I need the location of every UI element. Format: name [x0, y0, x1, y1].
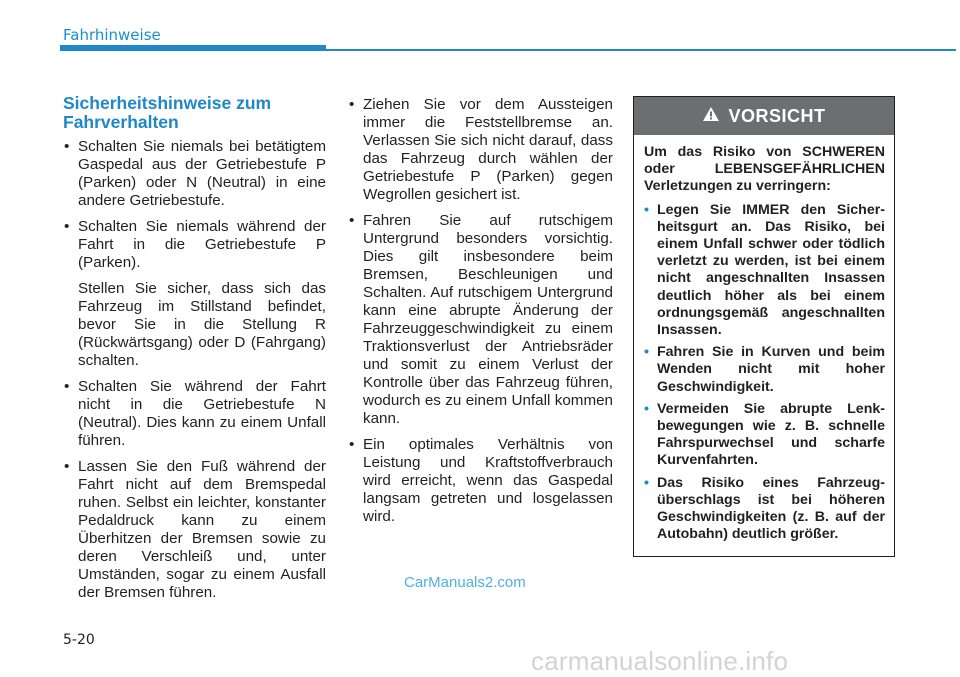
caution-bullet-icon: •: [644, 474, 649, 491]
bullet-list: [348, 96, 613, 526]
bullet-text: Schalten Sie niemals bei betätigtem Gaspedal aus der Getriebestufe P (Parken) oder N (Neutral) in eine andere Getriebestufe.: [78, 138, 326, 209]
caution-list: [644, 202, 885, 544]
caution-bullet-icon: •: [644, 400, 649, 417]
bullet-icon: •: [349, 96, 355, 113]
caution-bullet-icon: •: [644, 344, 649, 361]
column-left: [63, 94, 326, 610]
paragraph: Stellen Sie sicher, dass sich das Fahrzeug im Stillstand befindet, bevor Sie in die Stellung R (Rückwärtsgang) oder D (Fahrgang) schalten.: [78, 280, 326, 369]
header-rule-thick: [60, 45, 326, 51]
bullet-text: Schalten Sie während der Fahrt nicht in die Getriebestufe N (Neutral). Dies kann zu einem Unfall führen.: [78, 378, 326, 449]
bullet-icon: •: [64, 458, 70, 475]
header-rule-thin: [326, 49, 956, 51]
column-left-content: [63, 138, 326, 602]
caution-box: [633, 96, 895, 557]
bullet-list: [63, 138, 326, 272]
bullet-icon: •: [349, 436, 355, 453]
bullet-item: [63, 138, 326, 210]
bullet-icon: •: [349, 212, 355, 229]
column-middle: [348, 96, 613, 534]
caution-intro: Um das Risiko von SCHWEREN oder LEBENSGEFÄHRLICHEN Verletzungen zu verringern:: [644, 144, 885, 195]
bullet-item: [63, 458, 326, 602]
caution-item-text: Fahren Sie in Kurven und beim Wenden nicht mit hoher Geschwindigkeit.: [657, 344, 885, 395]
caution-item: [644, 475, 885, 544]
caution-bullet-icon: •: [644, 201, 649, 218]
bullet-list: [63, 378, 326, 602]
header-title: Fahrhinweise: [63, 26, 161, 44]
bullet-item: [348, 96, 613, 204]
bullet-icon: •: [64, 218, 70, 235]
caution-header: [634, 97, 894, 135]
caution-item-text: Legen Sie IMMER den Sicherheitsgurt an. Das Risiko, bei einem Unfall schwer oder tödlich verletzt zu werden, ist bei einem nicht angeschnallten Insassen deutlich höher als bei einem ordnungsgemäß angeschnallten Insassen.: [657, 201, 885, 339]
bullet-text: Ein optimales Verhältnis von Leistung und Kraftstoffverbrauch wird erreicht, wenn das Gaspedal langsam getreten und losgelassen wird.: [363, 436, 613, 525]
caution-item-text: Das Risiko eines Fahrzeugüberschlags ist bei höheren Geschwindigkeiten (z. B. auf der Autobahn) deutlich größer.: [657, 474, 885, 543]
caution-item: [644, 344, 885, 396]
bullet-item: [63, 218, 326, 272]
column-middle-content: [348, 96, 613, 526]
watermark-link[interactable]: CarManuals2.com: [404, 574, 526, 591]
site-footer-link[interactable]: carmanualsonline.info: [531, 646, 789, 676]
bullet-text: Fahren Sie auf rutschigem Untergrund besonders vorsichtig. Dies gilt insbesondere beim Bremsen, Beschleunigen und Schalten. Auf rutschigem Untergrund kann eine abrupte Änderung der Fahrzeuggeschwindigkeit zu einem Traktionsverlust der Antriebsräder und somit zu einem Verlust der Kontrolle über das Fahrzeug führen, wodurch es zu einem Unfall kommen kann.: [363, 212, 613, 427]
bullet-item: [348, 436, 613, 526]
bullet-text: Schalten Sie niemals während der Fahrt in die Getriebestufe P (Parken).: [78, 218, 326, 271]
caution-body: [634, 135, 894, 543]
caution-item: [644, 202, 885, 340]
bullet-item: [348, 212, 613, 428]
caution-item: [644, 401, 885, 470]
caution-item-text: Vermeiden Sie abrupte Lenkbewegungen wie z. B. schnelle Fahrspurwechsel und scharfe Kurvenfahrten.: [657, 400, 885, 469]
bullet-icon: •: [64, 138, 70, 155]
page-number: 5-20: [63, 632, 95, 648]
bullet-text: Lassen Sie den Fuß während der Fahrt nicht auf dem Bremspedal ruhen. Selbst ein leichter, konstanter Pedaldruck kann zu einem Überhitzen der Bremsen sowie zu deren Verschleiß und, unter Umständen, sogar zu einem Ausfall der Bremsen führen.: [78, 458, 326, 601]
caution-heading: VORSICHT: [728, 105, 826, 126]
warning-triangle-icon: [702, 106, 720, 127]
bullet-item: [63, 378, 326, 450]
bullet-text: Ziehen Sie vor dem Aussteigen immer die Feststellbremse an. Verlassen Sie sich nicht darauf, dass das Fahrzeug durch wählen der Getriebestufe P (Parken) gegen Wegrollen gesichert ist.: [363, 96, 613, 203]
section-title: Sicherheitshinweise zum Fahrverhalten: [63, 93, 272, 132]
bullet-icon: •: [64, 378, 70, 395]
